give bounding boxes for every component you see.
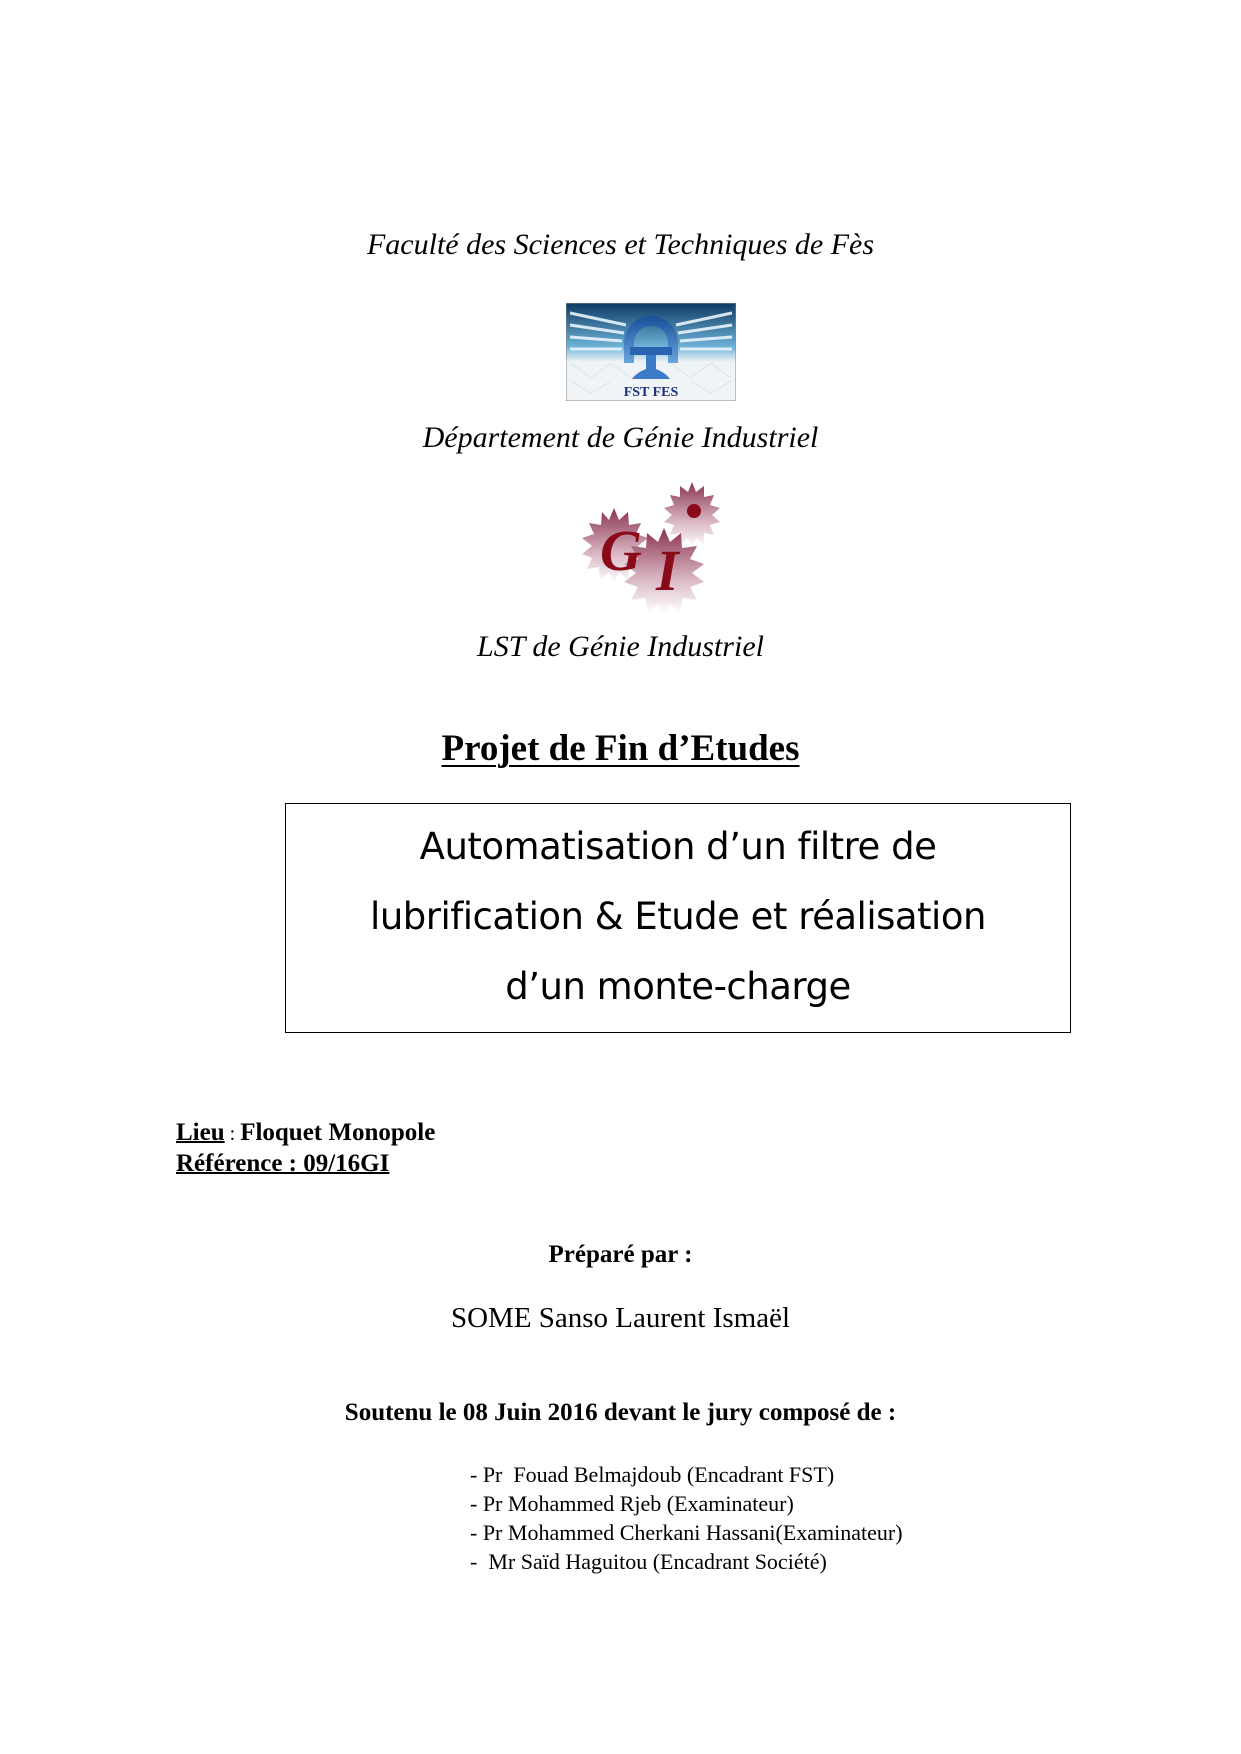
- jury-member: - Pr Mohammed Cherkani Hassani(Examinateur): [470, 1520, 903, 1545]
- fst-fes-logo-icon: [566, 303, 736, 401]
- program-name: LST de Génie Industriel: [477, 630, 764, 663]
- document-type-heading: Projet de Fin d’Etudes: [441, 728, 800, 769]
- fst-fes-logo-label: FST FES: [623, 385, 679, 400]
- location-separator: :: [224, 1123, 241, 1145]
- faculty-name: Faculté des Sciences et Techniques de Fès: [366, 228, 875, 261]
- project-title-line: d’un monte-charge: [505, 965, 851, 1008]
- location-line: [176, 1117, 435, 1150]
- gi-letter-g: G: [600, 518, 642, 583]
- gi-letter-i: I: [656, 538, 679, 603]
- department-name: Département de Génie Industriel: [422, 421, 819, 454]
- defense-statement: Soutenu le 08 Juin 2016 devant le jury composé de :: [344, 1399, 897, 1426]
- jury-member: - Pr Fouad Belmajdoub (Encadrant FST): [470, 1462, 835, 1487]
- location-value: Floquet Monopole: [240, 1119, 436, 1146]
- project-title-box: [285, 803, 1071, 1033]
- reference-label: Référence : 09/16GI: [176, 1150, 390, 1177]
- project-title-line: Automatisation d’un filtre de: [419, 825, 937, 868]
- project-title-line: lubrification & Etude et réalisation: [370, 895, 986, 938]
- prepared-by-label: Préparé par :: [548, 1241, 693, 1268]
- student-name: SOME Sanso Laurent Ismaël: [450, 1302, 791, 1334]
- location-label: Lieu: [176, 1119, 225, 1146]
- reference-line: [176, 1148, 389, 1179]
- jury-member: - Pr Mohammed Rjeb (Examinateur): [470, 1491, 794, 1516]
- gi-gears-logo-icon: [582, 478, 722, 613]
- jury-list: [470, 1460, 903, 1576]
- jury-member: - Mr Saïd Haguitou (Encadrant Société): [470, 1549, 827, 1574]
